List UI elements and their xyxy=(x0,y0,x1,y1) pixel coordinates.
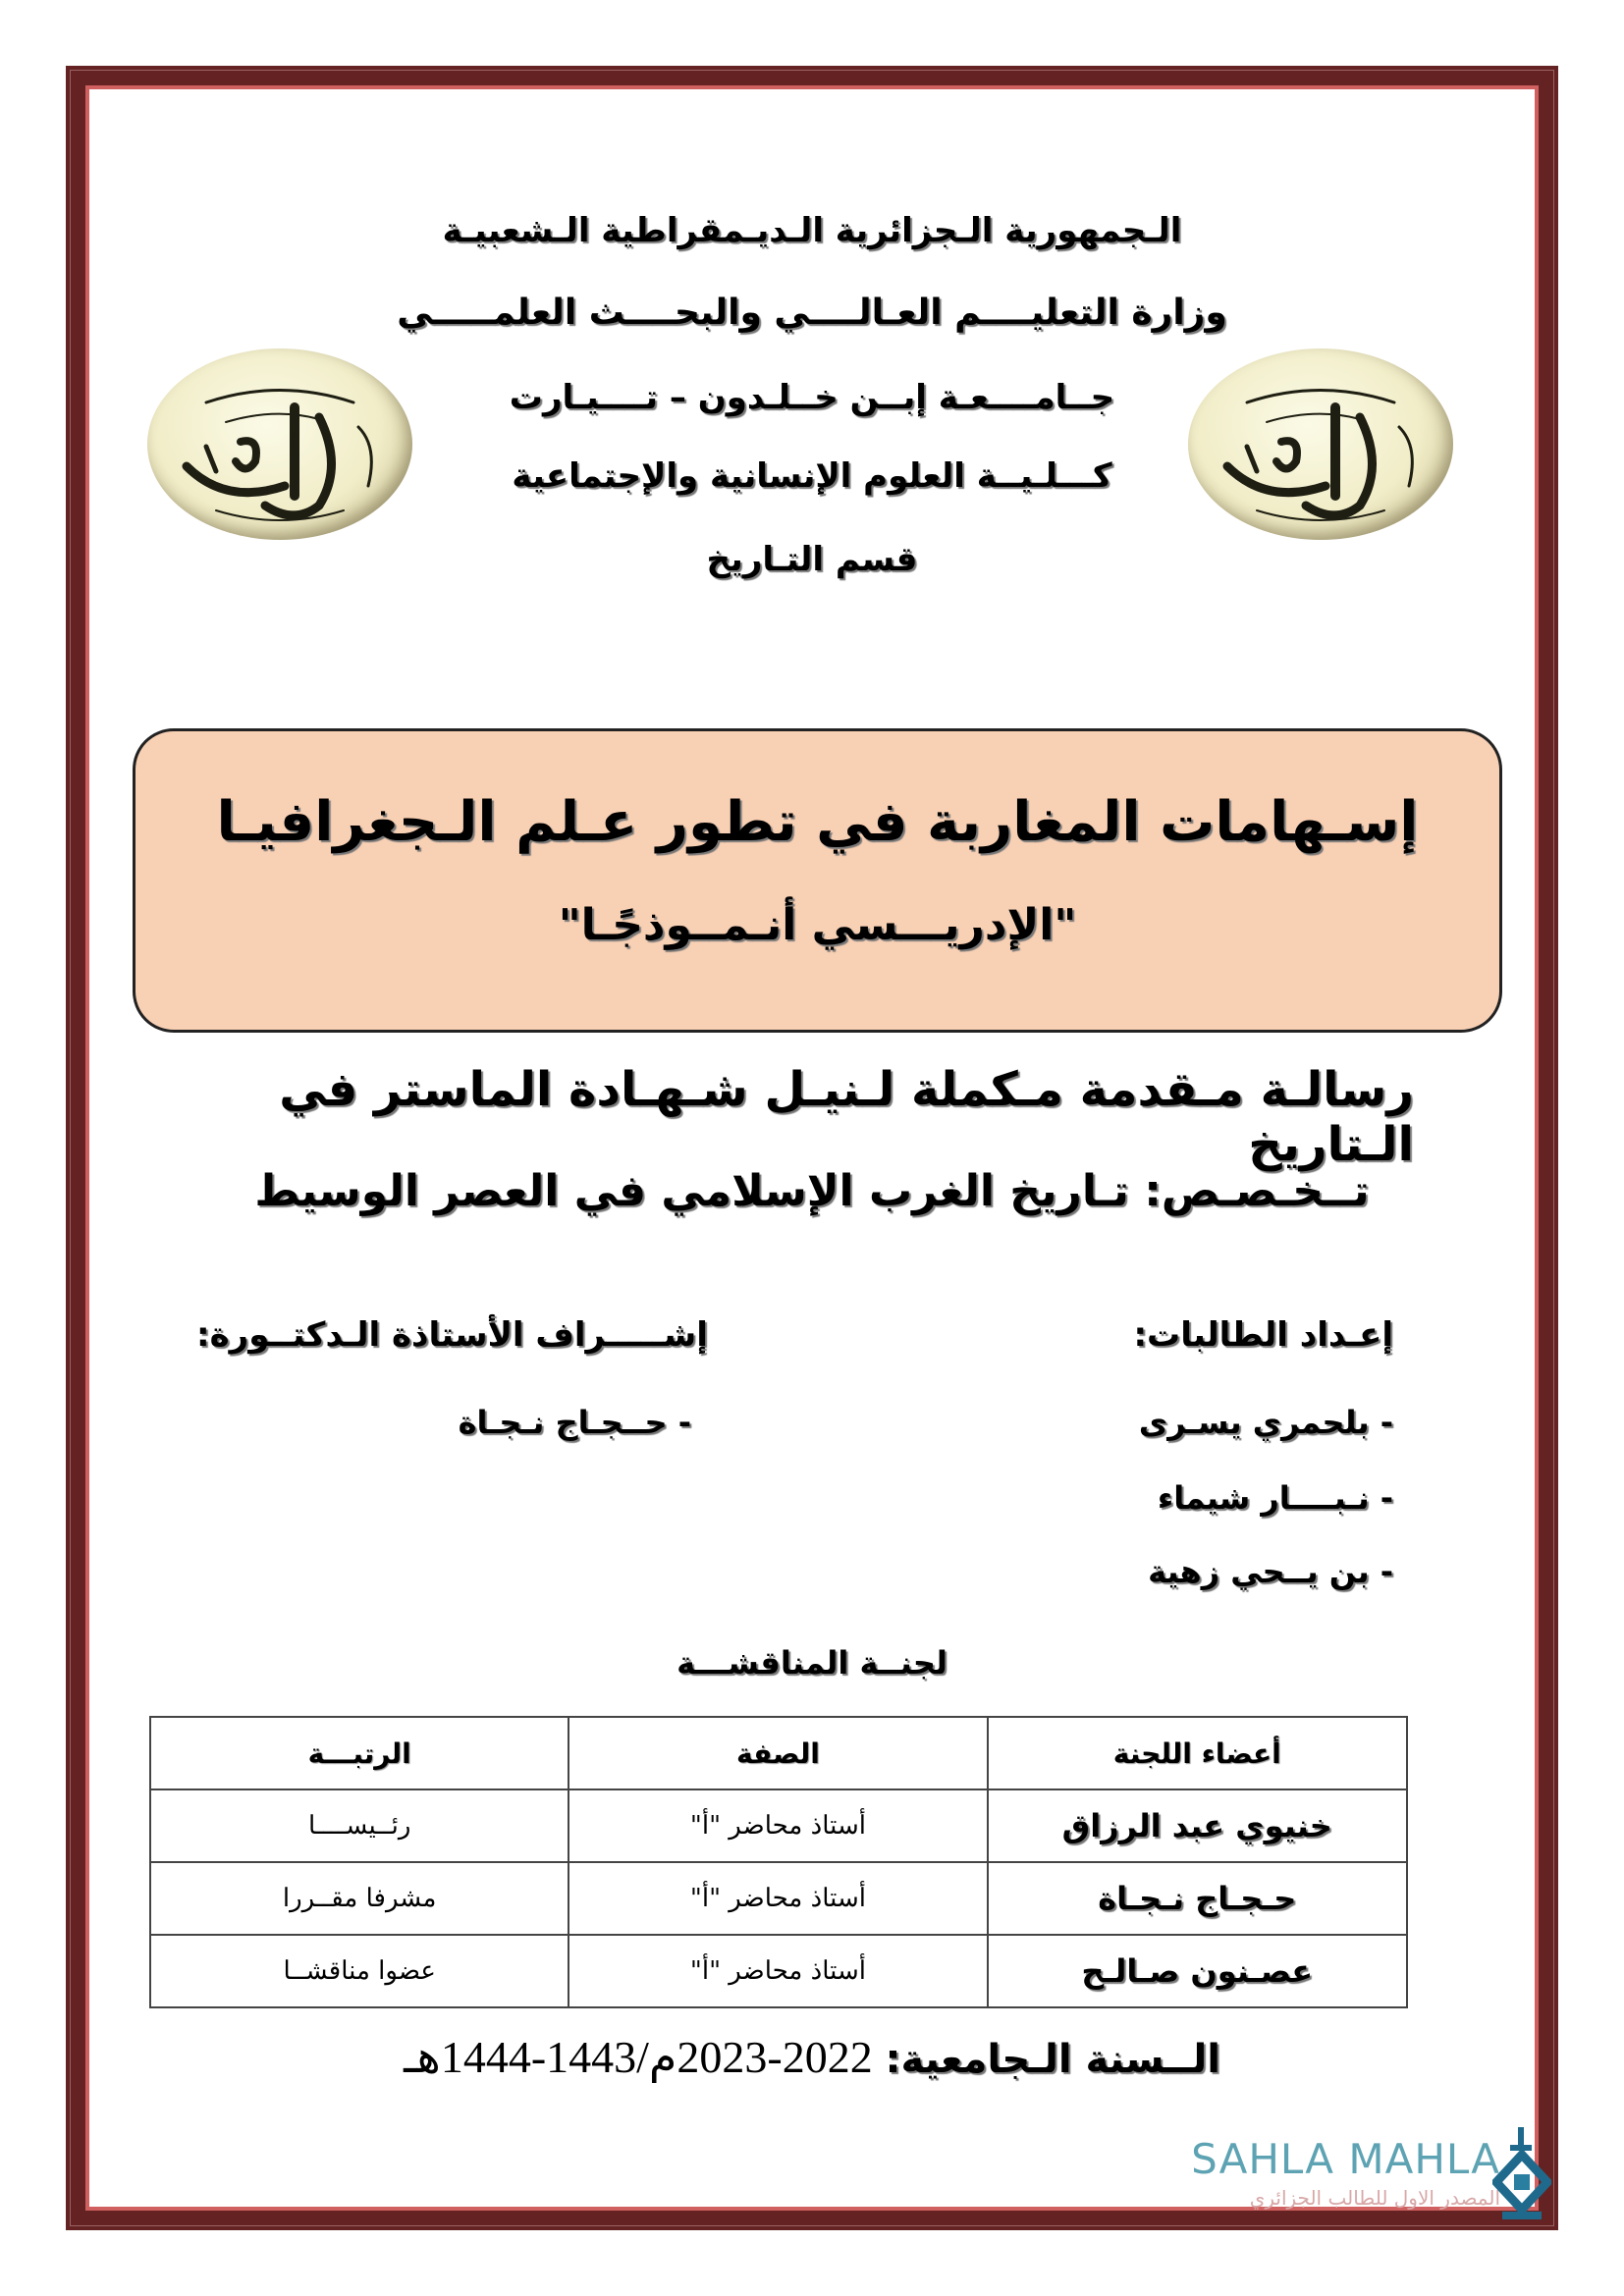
table-row xyxy=(150,1862,1407,1935)
thesis-subtitle: "الإدريـــسي أنـمــوذجًـا" xyxy=(558,900,1077,950)
supervisor-name: - حــجـاج نـجـاة xyxy=(458,1404,691,1441)
member-role: مشرفا مقــررا xyxy=(150,1862,568,1935)
supervisor-label: إشـــــراف الأستاذة الـدكتــورة: xyxy=(196,1315,708,1355)
university-seal-left-icon xyxy=(147,348,412,540)
member-name: حـجـاج نـجـاة xyxy=(988,1862,1407,1935)
thesis-title-box xyxy=(133,728,1502,1033)
member-rank: أستاذ محاضر "أ" xyxy=(568,1789,987,1862)
specialization: تــخـصـص: تـاريخ الغرب الإسلامي في العصر الوسيط xyxy=(254,1166,1370,1216)
university-seal-right-icon xyxy=(1188,348,1453,540)
calligraphy-seal-icon xyxy=(1188,348,1453,540)
member-rank: أستاذ محاضر "أ" xyxy=(568,1862,987,1935)
member-name: خنيوي عبد الرزاق xyxy=(988,1789,1407,1862)
header-ministry: وزارة التعليــــم العـالــــي والبحــــث العلمـــــي xyxy=(397,293,1227,333)
thesis-title: إسـهامات المغاربة في تطور عـلم الـجغرافيـا xyxy=(216,790,1419,854)
thesis-statement: رسالـة مـقدمة مـكملة لـنيـل شـهـادة الماستر في الـتاريخ xyxy=(279,1062,1414,1172)
member-role: رئــيســــا xyxy=(150,1789,568,1862)
column-header-rank: الصفة xyxy=(568,1717,987,1789)
header-republic: الـجمهورية الـجزائرية الـديـمقراطية الـشعبيـة xyxy=(442,211,1182,250)
header-department: قسم التـاريخ xyxy=(706,540,918,579)
table-row xyxy=(150,1935,1407,2007)
students-label: إعـداد الطالبات: xyxy=(1133,1315,1393,1355)
header-university: جــامــــعـة إبــن خــلـدون – تــــيـارت xyxy=(509,378,1115,417)
member-name: عصـنون صـالـح xyxy=(988,1935,1407,2007)
watermark-tagline: المصدر الاول للطالب الجزائري xyxy=(1249,2186,1500,2210)
student-name: - بن يــحي زهية xyxy=(1148,1553,1393,1590)
academic-year-value: 2022-2023م/1443-1444هـ xyxy=(404,2032,873,2082)
student-name: - نـبــــار شيماء xyxy=(1157,1479,1393,1517)
student-name: - بلحمري يسـرى xyxy=(1138,1404,1393,1441)
column-header-members: أعضاء اللجنة xyxy=(988,1717,1407,1789)
calligraphy-seal-icon xyxy=(147,348,412,540)
column-header-role: الرتبـــة xyxy=(150,1717,568,1789)
sahla-mahla-logo-icon xyxy=(1492,2125,1551,2233)
member-rank: أستاذ محاضر "أ" xyxy=(568,1935,987,2007)
committee-title: لجنــة المناقشـــة xyxy=(677,1644,947,1682)
academic-year-label: الــسنة الـجامعية: xyxy=(885,2037,1220,2082)
watermark xyxy=(1139,2135,1551,2243)
academic-year xyxy=(0,2030,1624,2083)
member-role: عضوا مناقشــا xyxy=(150,1935,568,2007)
committee-table xyxy=(149,1716,1408,2008)
header-faculty: كـــلـيــة العلوم الإنسانية والإجتماعية xyxy=(512,456,1112,496)
table-row xyxy=(150,1789,1407,1862)
watermark-brand: SAHLA MAHLA xyxy=(1191,2135,1500,2183)
table-header-row xyxy=(150,1717,1407,1789)
